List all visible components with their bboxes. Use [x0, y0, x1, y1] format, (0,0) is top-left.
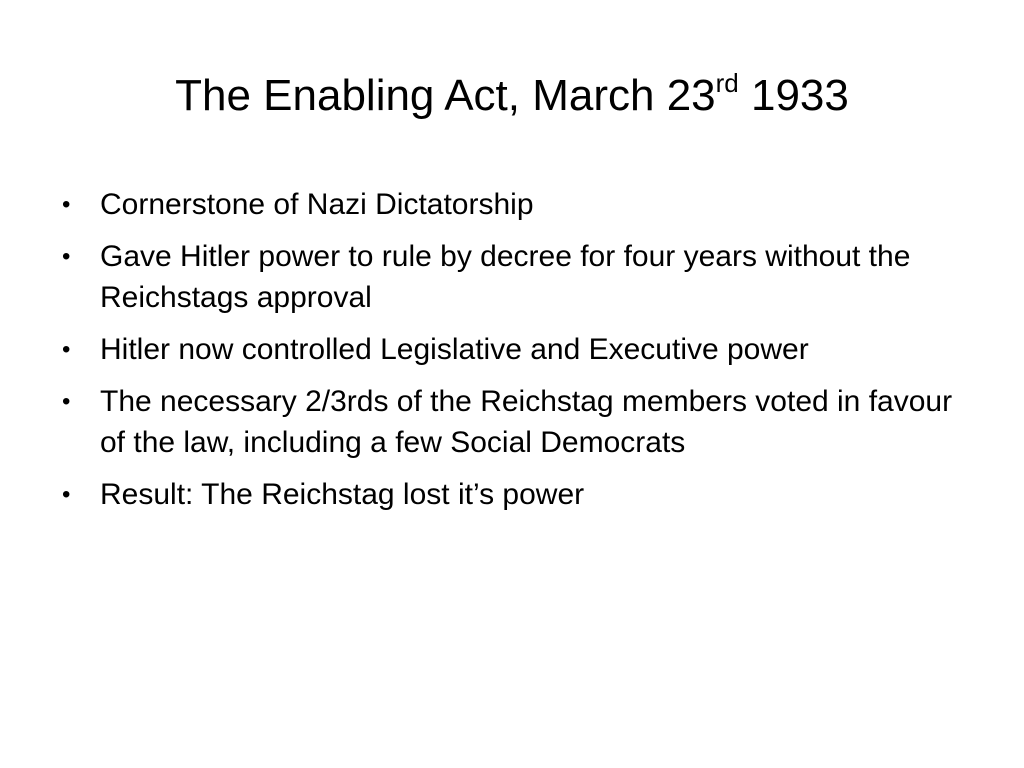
bullet-item-2	[56, 236, 956, 318]
bullet-dot-icon: •	[62, 481, 71, 508]
bullet-dot-icon: •	[62, 336, 71, 363]
bullet-text-1: Cornerstone of Nazi Dictatorship	[100, 188, 534, 221]
bullet-item-3	[56, 329, 956, 370]
title-superscript: rd	[715, 68, 739, 98]
bullet-dot-icon: •	[62, 243, 71, 270]
bullet-list	[56, 184, 956, 526]
title-year: 1933	[738, 71, 849, 120]
bullet-text-3: Hitler now controlled Legislative and Executive power	[100, 333, 809, 366]
bullet-text-2: Gave Hitler power to rule by decree for four years without the Reichstags approval	[100, 240, 911, 314]
bullet-dot-icon: •	[62, 191, 71, 218]
title-main: The Enabling Act, March 23	[175, 71, 716, 120]
bullet-item-1	[56, 184, 956, 225]
slide-title	[0, 68, 1024, 124]
bullet-item-4	[56, 381, 956, 463]
bullet-text-4: The necessary 2/3rds of the Reichstag members voted in favour of the law, including a few Social Democrats	[100, 385, 953, 459]
bullet-item-5	[56, 474, 956, 515]
bullet-text-5: Result: The Reichstag lost it’s power	[100, 478, 585, 511]
bullet-dot-icon: •	[62, 388, 71, 415]
